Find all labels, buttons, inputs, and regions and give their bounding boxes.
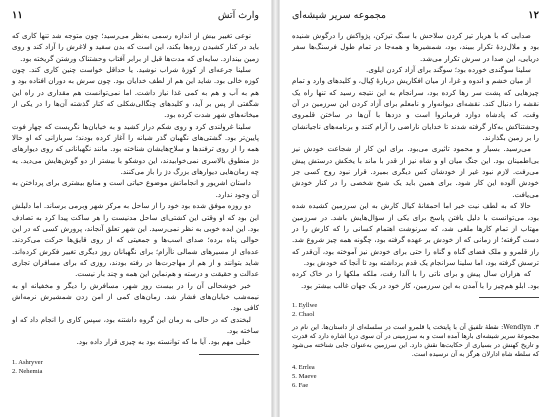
paragraph: که هزاران سال پیش و برای ناتی را با آلدا رفت، ملکه ملکها را در خاک کرده بود. ابلو هم‌چیز را با آمدن به این سرزمین، کار خود در یک جهان غالب بیشتر بود. bbox=[292, 269, 539, 290]
footnote: 1. Ashryver bbox=[12, 358, 43, 366]
paragraph: می‌رسید. بسیار و محمود تاثیری می‌بود. برای این کار از شجاعت خودش نیز بی‌اطمینان بود. این جنگ میان او و شاه نیز از قدر با ماند با یخکش درستش پیش می‌رفت. لازم نبود غیر از خودشان کس دیگری بمیرد. قرار نبود روح کسی جز خودش آلوده این کار شود. برای همین باید یک شیخ شخصی را در کنار خودش می‌یافت. bbox=[292, 144, 539, 199]
right-footnotes-bottom bbox=[292, 363, 539, 390]
footnote-divider bbox=[199, 354, 259, 355]
left-page-header bbox=[12, 10, 259, 24]
left-footnotes bbox=[12, 358, 259, 376]
right-body-text bbox=[292, 30, 539, 291]
footnote-note: ۳. Wendlyn: نقطهٔ تلفیق آن با پایتخت یا قلمرو است در سلسله‌ای از داستان‌ها. این نام در مجموعهٔ سریر شیشه‌ای بارها آمده است و به سرزمینی در آن سوی دریا اشاره دارد که قدرت و تاریخ کهنش در بسیاری از حکایت‌ها نقش دارد. این سرزمین به‌عنوان جایی شناخته می‌شود که سلطه شاه ادارلان هرگز به آن نرسیده است. bbox=[292, 322, 539, 358]
paragraph: صدایی که با هربار تیز کردن سلاحش با سنگ تیزکن، پژواکش را درگوش شنیده بود و ملال‌زدهٔ تکرار ببیند، بود، شمشیرها و همه‌جا در تمام طول فرسنگ‌ها سفر دریایی، این صدا در سرش تکرار می‌شد. bbox=[292, 31, 539, 63]
paragraph: لبخندی که در حالی به زمان این گروه داشتنه بود، سپس کاری را انجام داد که او ساخته بود. bbox=[12, 314, 259, 335]
right-running-title: مجموعه سریر شیشه‌ای bbox=[292, 10, 386, 21]
paragraph: سلینا جرعه‌ای از کوزهٔ شراب نوشید. یا حداقل خواست چنین کاری کند. چون کوزه خالی بود. شاید این هم از لطف خدایان بود. چون سرش به دوران افتاده بود و هم به آب و هم به کمی غذا نیاز داشت. اما نمی‌توانست هم مقداری در راه این شگفتی از پس بر آید، و کلیدهای چنگالی‌شکلی که کنار گذشته آن‌ها را در یکی از میخانه‌های شهر شدت کرده بود. bbox=[12, 65, 259, 120]
paragraph: حالا که به لطف نیت خیر اما احمقانهٔ کیال کارش به این سرزمین کشیده شده بود، می‌توانست با دلیل یافتن پاسخ برای یکی از سؤال‌هایش باشد. در سرزمین مهتاب از تمام کارها ملغی شد، که سرنوشت اهتمام کسانی را که کارش را در دست گرفته؛ از زمانی که از خودش بر عهده گرفته بود، چگونه همه چیز شروع شد. راز قلمرو و ملک فضای گناه و گناه را حتی برای خودش نیز آموخته بود، آن‌قدر که ترسش گرفته بود، اما سلینا سرانجام یک قدم برداشته بود تا آنجا که خودش بود. bbox=[292, 201, 539, 267]
right-footnotes-top bbox=[292, 301, 539, 319]
footnote: 2. Chaol bbox=[292, 310, 315, 318]
left-body-text bbox=[12, 30, 259, 348]
paragraph: دو روزه موفق شده بود خود را از ساحل به مرکز شهر وبرمی برساند. اما دلیلش این بود که او وقتی این کشتی‌ای ساحل مدنیست را هر ساکت پیدا کرد به تصادف بود. این ایده خوبی به نظر نمی‌رسید. این شهر تعلق آنجاند، پرورش کسی که در این حوالی پناه برده؛ صدای اسب‌ها و جمعیتی که از روی قایق‌ها حرکت می‌کردند. عده‌ای از مسیرهای شمالی ناآرام؛ برای نگهبانان روز دیگری تغییر فکرش کرده‌اند. شاید بتوانند و از هم از مهاجرت‌ها در رفته بودند، روزی که برای مسافران تجاری عدالت و حقیقت و درسته و هم‌نماین این همه و چند بار نیست. bbox=[12, 201, 259, 279]
book-gutter bbox=[272, 0, 279, 417]
footnote: 2. Nehemia bbox=[12, 367, 43, 375]
paragraph: سلینا سوگندی خورده بود؛ سوگند برای آزاد کردن ایلوی. bbox=[366, 65, 531, 75]
footnote: 5. Maeve bbox=[292, 372, 317, 380]
footnote: 1. Eyllwe bbox=[292, 301, 318, 309]
left-running-title: وارث آتش bbox=[217, 10, 259, 21]
right-page bbox=[279, 0, 551, 417]
paragraph: خبر خوشحالی آن را در بیست روز شهر، مسافرش را دیگر و مخفیانه او به نیمه‌شب خیابان‌های فشار شد. زمان‌های کمی از امن زدن شمشیرش نرمه‌اش کافی بود. bbox=[12, 280, 259, 313]
paragraph: داستان اشریور و انجاماتش موضوع حیاتی است و منابع بیشتری برای پرداختن به آن وجود ندارد. bbox=[12, 178, 259, 199]
paragraph: سلینا غرولندی کرد و روی شکم دراز کشید و به خیابان‌ها نگریست که چهار فوت پایین‌تر بود. گشتی‌های نگهبان گذر شبانه را آغاز کرده بودند؛ سربازانی که او حالا همه را از روی ترفندها و سلاح‌هایشان شناخته بود. مانند نگهبانانی که روی دیوارهای دژ منطوق بالاسری نمی‌خوابیدند، این دوشکو با بیشتر از دو گوش‌هایش می‌دید. یه چه زمان‌هایی دیوارهای بزرگ دژ را باز می‌کنند. bbox=[12, 121, 259, 177]
paragraph: از میان خشم و اندوه و غزا، از میان افکاریش دربارهٔ کِیال، و کلیدهای وارد و تمام چیزهایی که پشت سر رها کرده بود، سرانجام به این نتیجه رسید که تنها راه یک نقشه را دنبال کند. نقشه‌ای دیوانه‌وار و نامعلم برای آزاد کردن این سرزمین در آن وقت، که پادشاه دوازد فرمانروا است و دزدها با آن‌ها در ساختن قلمروی وحشتناکش به‌کار گرفته شدند تا خدایان ناراضی را آرام کنند و برنامه‌های ناجیانشان را بر زمین بگذارند. bbox=[292, 76, 539, 143]
left-page bbox=[0, 0, 272, 417]
footnote: 4. Errlea bbox=[292, 363, 315, 371]
paragraph: خیلی مهم بود. آیا ما که توانسته بود به چیزی قرار داده بود. bbox=[76, 337, 251, 347]
left-page-number: ۱۱ bbox=[12, 10, 23, 21]
footnote: 6. Fae bbox=[292, 381, 309, 389]
right-page-number: ۱۲ bbox=[528, 10, 539, 21]
right-page-header bbox=[292, 10, 539, 24]
paragraph: نوعی تغییر بیش از اندازه رسمی به‌نظر می‌رسید؛ چون متوجه شد تنها کاری که باید در کنار کشیدن زره‌ها بکند، این است که بدن سفید و لاغرش را آزاد کند و روی زمین بیندازد. سایه‌ای که مدت‌ها قبل از برابر آفتاب وحشتناک ورشتن گریخته بود. bbox=[12, 31, 259, 63]
footnote-divider bbox=[479, 297, 539, 298]
